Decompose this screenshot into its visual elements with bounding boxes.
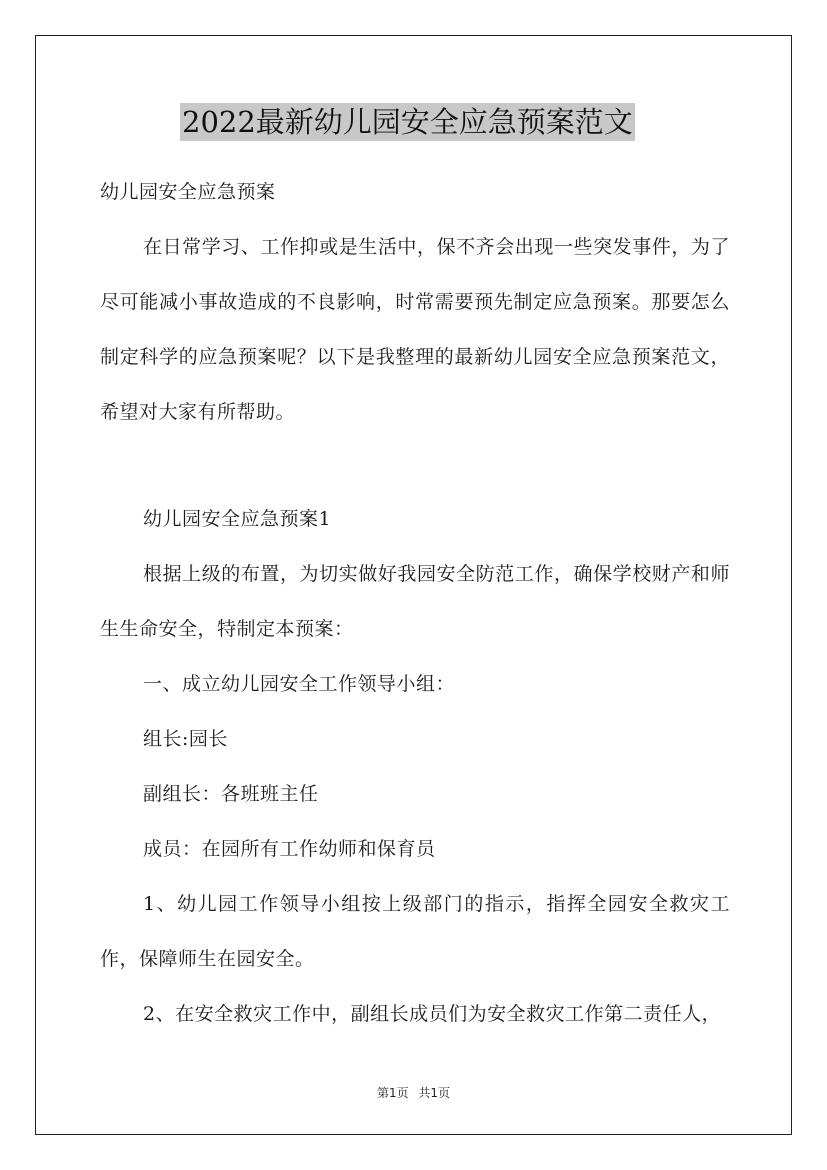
list-item: 成员：在园所有工作幼师和保育员 [143,838,436,860]
document-title: 2022最新幼儿园安全应急预案范文 [182,105,633,139]
numbered-paragraph: 1、幼儿园工作领导小组按上级部门的指示，指挥全园安全救灾工作，保障师生在园安全。 [100,893,730,970]
page-total: 共1页 [418,1086,451,1100]
list-item: 组长:园长 [143,728,228,750]
page-footer [0,1084,827,1101]
body-paragraph: 根据上级的布置，为切实做好我园安全防范工作，确保学校财产和师生生命安全，特制定本预案： [100,563,730,640]
intro-paragraph: 在日常学习、工作抑或是生活中，保不齐会出现一些突发事件，为了尽可能减小事故造成的不良影响，时常需要预先制定应急预案。那要怎么制定科学的应急预案呢？以下是我整理的最新幼儿园安全应急预案范文，希望对大家有所帮助。 [100,236,730,423]
section-heading: 幼儿园安全应急预案 [100,181,276,203]
list-heading: 一、成立幼儿园安全工作领导小组： [143,673,456,695]
plan-heading: 幼儿园安全应急预案1 [143,508,332,530]
list-item: 副组长：各班班主任 [143,783,319,805]
numbered-paragraph: 2、在安全救灾工作中，副组长成员们为安全救灾工作第二责任人， [143,1003,722,1025]
page-number: 第1页 [376,1086,409,1100]
